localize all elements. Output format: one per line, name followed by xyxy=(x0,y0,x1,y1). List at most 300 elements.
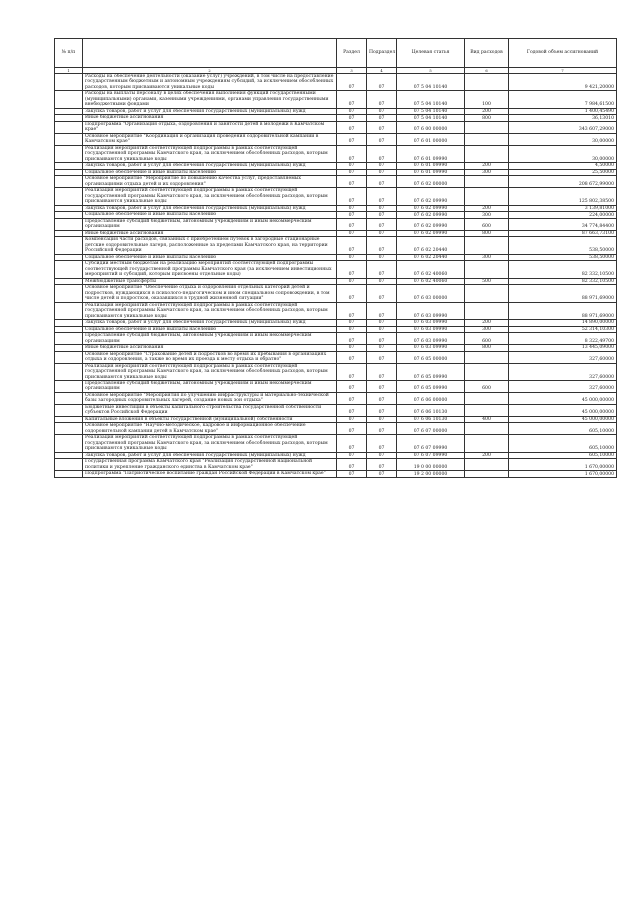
row-name-cell: Бюджетные инвестиции в объекты капитального строительства государственной собственности субъектов Российской Федерации xyxy=(83,404,337,416)
row-name-cell: Межбюджетные трансферты xyxy=(83,278,337,285)
row-number-cell xyxy=(55,91,83,108)
budget-table-sheet xyxy=(54,38,616,478)
row-target-article-cell: 07 6 01 09990 xyxy=(397,145,465,162)
row-number-cell xyxy=(55,278,83,285)
row-number-cell xyxy=(55,188,83,205)
row-number-cell xyxy=(55,261,83,278)
row-expense-kind-cell: 800 xyxy=(465,230,509,237)
row-section-cell: 07 xyxy=(337,169,367,176)
row-amount-cell: 327,60000 xyxy=(509,351,617,363)
row-amount-cell: 8 322,49700 xyxy=(509,333,617,345)
row-expense-kind-cell: 300 xyxy=(465,254,509,261)
row-expense-kind-cell: 600 xyxy=(465,333,509,345)
row-name-cell: Капитальные вложения в объекты государственной (муниципальной) собственности xyxy=(83,416,337,423)
row-name-cell: Реализация мероприятий соответствующей подпрограммы в рамках соответствующей государственной программы Камчатского края, за исключением обособленных расходов, которым присваиваются уникальные коды xyxy=(83,363,337,380)
row-name-cell: Субсидии местным бюджетам на реализацию мероприятий соответствующей подпрограммы соответствующей государственной программы Камчатского края (за исключением инвестиционных мероприятий и субсидий, которым присвоены отдельные коды) xyxy=(83,261,337,278)
table-row xyxy=(55,230,617,237)
row-target-article-cell: 07 6 02 00000 xyxy=(397,176,465,188)
table-row xyxy=(55,169,617,176)
row-subsection-cell: 07 xyxy=(367,392,397,404)
table-row xyxy=(55,351,617,363)
header-annual-amount: Годовой объем ассигнований xyxy=(509,39,617,68)
row-subsection-cell: 07 xyxy=(367,218,397,230)
row-target-article-cell: 07 6 02 09990 xyxy=(397,212,465,219)
row-section-cell: 07 xyxy=(337,392,367,404)
row-amount-cell: 343 607,29000 xyxy=(509,121,617,133)
row-subsection-cell: 07 xyxy=(367,363,397,380)
row-name-cell: Предоставление субсидий бюджетным, автономным учреждениям и иным некоммерческим организациям xyxy=(83,333,337,345)
row-amount-cell: 88 971,69000 xyxy=(509,285,617,302)
row-name-cell: Государственная программа Камчатского края "Реализация государственной национальной политики и укрепление гражданского единства в Камчатском крае" xyxy=(83,459,337,471)
row-subsection-cell: 07 xyxy=(367,176,397,188)
row-amount-cell: 208 672,99000 xyxy=(509,176,617,188)
column-number: 3 xyxy=(337,68,367,74)
row-name-cell: Компенсация части расходов, связанных с приобретением путевок в загородные стационарные детские оздоровительные лагеря, расположенные за пределами Камчатского края, на территории Российской Федерации xyxy=(83,237,337,254)
table-row xyxy=(55,333,617,345)
row-section-cell: 07 xyxy=(337,212,367,219)
table-row xyxy=(55,121,617,133)
row-section-cell: 07 xyxy=(337,74,367,91)
table-row xyxy=(55,435,617,452)
row-amount-cell: 25,50000 xyxy=(509,169,617,176)
row-name-cell: Предоставление субсидий бюджетным, автономным учреждениям и иным некоммерческим организациям xyxy=(83,218,337,230)
row-expense-kind-cell xyxy=(465,188,509,205)
row-section-cell: 07 xyxy=(337,254,367,261)
table-header-row xyxy=(55,39,617,68)
row-amount-cell: 87 663,73100 xyxy=(509,230,617,237)
row-number-cell xyxy=(55,435,83,452)
row-number-cell xyxy=(55,320,83,327)
row-number-cell xyxy=(55,302,83,319)
row-expense-kind-cell xyxy=(465,471,509,478)
row-expense-kind-cell: 200 xyxy=(465,205,509,212)
row-name-cell: Основное мероприятие "Мероприятия по улучшению инфраструктуры и материально-технической базы загородных оздоровительных лагерей, создание новых зон отдыха" xyxy=(83,392,337,404)
table-row xyxy=(55,176,617,188)
row-target-article-cell: 07 6 01 09990 xyxy=(397,169,465,176)
row-amount-cell: 82 332,10500 xyxy=(509,261,617,278)
row-number-cell xyxy=(55,333,83,345)
row-target-article-cell: 07 5 04 10140 xyxy=(397,108,465,115)
row-number-cell xyxy=(55,254,83,261)
header-target-article: Целевая статья xyxy=(397,39,465,68)
row-amount-cell: 30,00000 xyxy=(509,145,617,162)
row-number-cell xyxy=(55,115,83,122)
row-number-cell xyxy=(55,381,83,393)
row-expense-kind-cell xyxy=(465,285,509,302)
row-subsection-cell: 07 xyxy=(367,435,397,452)
row-subsection-cell: 07 xyxy=(367,108,397,115)
row-subsection-cell: 07 xyxy=(367,423,397,435)
row-expense-kind-cell xyxy=(465,363,509,380)
row-number-cell xyxy=(55,108,83,115)
row-target-article-cell: 19 2 00 00000 xyxy=(397,471,465,478)
table-row xyxy=(55,74,617,91)
row-name-cell: Реализация мероприятий соответствующей подпрограммы в рамках соответствующей государственной программы Камчатского края, за исключением обособленных расходов, которым присваиваются уникальные коды xyxy=(83,145,337,162)
row-target-article-cell: 07 6 02 20440 xyxy=(397,254,465,261)
column-number: 6 xyxy=(465,68,509,74)
row-section-cell: 07 xyxy=(337,381,367,393)
row-subsection-cell: 07 xyxy=(367,254,397,261)
table-row xyxy=(55,133,617,145)
row-expense-kind-cell xyxy=(465,237,509,254)
row-section-cell: 07 xyxy=(337,351,367,363)
row-number-cell xyxy=(55,169,83,176)
row-name-cell: Подпрограмма "Организация отдыха, оздоровления и занятости детей в молодежи в Камчатском крае" xyxy=(83,121,337,133)
row-expense-kind-cell: 200 xyxy=(465,108,509,115)
row-subsection-cell: 07 xyxy=(367,471,397,478)
row-amount-cell: 88 971,69000 xyxy=(509,302,617,319)
row-subsection-cell: 07 xyxy=(367,163,397,170)
header-number: № п/п xyxy=(55,39,83,68)
row-amount-cell: 3 139,81000 xyxy=(509,205,617,212)
row-expense-kind-cell: 300 xyxy=(465,326,509,333)
row-target-article-cell: 07 6 07 00000 xyxy=(397,423,465,435)
header-subsection: Подраздел xyxy=(367,39,397,68)
row-subsection-cell: 07 xyxy=(367,237,397,254)
row-expense-kind-cell: 200 xyxy=(465,320,509,327)
row-number-cell xyxy=(55,285,83,302)
row-amount-cell: 45 000,00000 xyxy=(509,416,617,423)
row-target-article-cell: 07 6 02 40060 xyxy=(397,278,465,285)
row-number-cell xyxy=(55,237,83,254)
row-name-cell: Закупка товаров, работ и услуг для обеспечения государственных (муниципальных) нужд xyxy=(83,108,337,115)
row-name-cell: Реализация мероприятий соответствующей подпрограммы в рамках соответствующей государственной программы Камчатского края, за исключением обособленных расходов, которым присваиваются уникальные коды xyxy=(83,188,337,205)
row-target-article-cell: 07 6 03 09990 xyxy=(397,333,465,345)
row-target-article-cell: 07 6 05 09990 xyxy=(397,363,465,380)
row-expense-kind-cell: 600 xyxy=(465,381,509,393)
table-row xyxy=(55,278,617,285)
row-expense-kind-cell xyxy=(465,74,509,91)
row-amount-cell: 14 890,00000 xyxy=(509,320,617,327)
table-row xyxy=(55,423,617,435)
table-row xyxy=(55,91,617,108)
row-number-cell xyxy=(55,459,83,471)
row-name-cell: Реализация мероприятий соответствующей подпрограммы в рамках соответствующей государственной программы Камчатского края, за исключением обособленных расходов, которым присваиваются уникальные коды xyxy=(83,302,337,319)
row-target-article-cell: 07 6 06 10130 xyxy=(397,416,465,423)
row-name-cell: Закупка товаров, работ и услуг для обеспечения государственных (муниципальных) нужд xyxy=(83,205,337,212)
row-number-cell xyxy=(55,163,83,170)
row-target-article-cell: 07 6 03 00000 xyxy=(397,285,465,302)
table-row xyxy=(55,416,617,423)
row-amount-cell: 605,10000 xyxy=(509,435,617,452)
row-section-cell: 07 xyxy=(337,326,367,333)
row-target-article-cell: 07 6 02 20440 xyxy=(397,237,465,254)
budget-allocation-table xyxy=(54,38,617,478)
table-row xyxy=(55,261,617,278)
row-expense-kind-cell: 800 xyxy=(465,345,509,352)
row-amount-cell: 7 984,61500 xyxy=(509,91,617,108)
row-name-cell: Социальное обеспечение и иные выплаты населению xyxy=(83,212,337,219)
row-expense-kind-cell: 200 xyxy=(465,452,509,459)
row-expense-kind-cell: 100 xyxy=(465,91,509,108)
row-target-article-cell: 19 0 00 00000 xyxy=(397,459,465,471)
row-section-cell: 07 xyxy=(337,133,367,145)
row-subsection-cell: 07 xyxy=(367,345,397,352)
row-section-cell: 07 xyxy=(337,423,367,435)
row-amount-cell: 1 400,45490 xyxy=(509,108,617,115)
row-number-cell xyxy=(55,404,83,416)
row-section-cell: 07 xyxy=(337,163,367,170)
row-subsection-cell: 07 xyxy=(367,188,397,205)
row-section-cell: 07 xyxy=(337,278,367,285)
table-row xyxy=(55,115,617,122)
row-name-cell: Основное мероприятие "Мероприятие по повышению качества услуг, предоставляемых организациями отдыха детей и их оздоровления" xyxy=(83,176,337,188)
column-number: 5 xyxy=(397,68,465,74)
row-number-cell xyxy=(55,218,83,230)
table-row xyxy=(55,237,617,254)
row-expense-kind-cell: 200 xyxy=(465,163,509,170)
table-row xyxy=(55,108,617,115)
row-amount-cell: 45 000,00000 xyxy=(509,404,617,416)
row-section-cell: 07 xyxy=(337,188,367,205)
row-number-cell xyxy=(55,345,83,352)
row-number-cell xyxy=(55,205,83,212)
row-subsection-cell: 07 xyxy=(367,212,397,219)
row-expense-kind-cell xyxy=(465,176,509,188)
row-expense-kind-cell: 300 xyxy=(465,212,509,219)
table-row xyxy=(55,404,617,416)
row-name-cell: Реализация мероприятий соответствующей подпрограммы в рамках соответствующей государственной программы Камчатского края, за исключением обособленных расходов, которым присваиваются уникальные коды xyxy=(83,435,337,452)
row-target-article-cell: 07 6 06 10130 xyxy=(397,404,465,416)
row-amount-cell: 9 421,20000 xyxy=(509,74,617,91)
row-subsection-cell: 07 xyxy=(367,351,397,363)
row-amount-cell: 13 445,09000 xyxy=(509,345,617,352)
table-row xyxy=(55,471,617,478)
row-subsection-cell: 07 xyxy=(367,230,397,237)
row-target-article-cell: 07 5 04 10140 xyxy=(397,74,465,91)
row-subsection-cell: 07 xyxy=(367,261,397,278)
row-target-article-cell: 07 6 03 09990 xyxy=(397,302,465,319)
row-expense-kind-cell xyxy=(465,435,509,452)
row-subsection-cell: 07 xyxy=(367,115,397,122)
row-name-cell: Основное мероприятие "Научно-методическое, кадровое и информационное обеспечение оздоровительной кампании детей в Камчатском крае" xyxy=(83,423,337,435)
row-section-cell: 07 xyxy=(337,459,367,471)
row-expense-kind-cell xyxy=(465,392,509,404)
row-number-cell xyxy=(55,133,83,145)
row-number-cell xyxy=(55,121,83,133)
row-amount-cell: 45 000,00000 xyxy=(509,392,617,404)
row-amount-cell: 36,13010 xyxy=(509,115,617,122)
header-expense-kind: Вид расходов xyxy=(465,39,509,68)
row-expense-kind-cell: 400 xyxy=(465,416,509,423)
row-amount-cell: 327,60000 xyxy=(509,363,617,380)
row-subsection-cell: 07 xyxy=(367,145,397,162)
row-target-article-cell: 07 6 02 09990 xyxy=(397,188,465,205)
row-expense-kind-cell: 600 xyxy=(465,218,509,230)
row-section-cell: 07 xyxy=(337,108,367,115)
row-amount-cell: 224,00000 xyxy=(509,212,617,219)
row-subsection-cell: 07 xyxy=(367,302,397,319)
table-row xyxy=(55,145,617,162)
table-row xyxy=(55,218,617,230)
row-subsection-cell: 07 xyxy=(367,169,397,176)
row-number-cell xyxy=(55,471,83,478)
row-name-cell: Иные бюджетные ассигнования xyxy=(83,115,337,122)
row-amount-cell: 327,60000 xyxy=(509,381,617,393)
row-section-cell: 07 xyxy=(337,145,367,162)
row-section-cell: 07 xyxy=(337,237,367,254)
row-number-cell xyxy=(55,351,83,363)
row-target-article-cell: 07 6 07 09990 xyxy=(397,435,465,452)
row-expense-kind-cell xyxy=(465,351,509,363)
row-amount-cell: 82 332,10500 xyxy=(509,278,617,285)
table-row xyxy=(55,326,617,333)
column-number: 2 xyxy=(83,68,337,74)
row-expense-kind-cell: 300 xyxy=(465,169,509,176)
row-number-cell xyxy=(55,230,83,237)
table-row xyxy=(55,459,617,471)
table-row xyxy=(55,205,617,212)
row-expense-kind-cell xyxy=(465,121,509,133)
row-subsection-cell: 07 xyxy=(367,205,397,212)
row-expense-kind-cell xyxy=(465,261,509,278)
row-name-cell: Иные бюджетные ассигнования xyxy=(83,230,337,237)
row-subsection-cell: 07 xyxy=(367,121,397,133)
row-amount-cell: 1 670,00000 xyxy=(509,471,617,478)
row-number-cell xyxy=(55,176,83,188)
row-section-cell: 07 xyxy=(337,435,367,452)
row-section-cell: 07 xyxy=(337,345,367,352)
row-subsection-cell: 07 xyxy=(367,326,397,333)
row-amount-cell: 538,50000 xyxy=(509,254,617,261)
row-subsection-cell: 07 xyxy=(367,404,397,416)
row-number-cell xyxy=(55,363,83,380)
row-expense-kind-cell xyxy=(465,459,509,471)
row-subsection-cell: 07 xyxy=(367,74,397,91)
row-target-article-cell: 07 6 05 09990 xyxy=(397,381,465,393)
row-amount-cell: 30,00000 xyxy=(509,133,617,145)
row-number-cell xyxy=(55,452,83,459)
row-subsection-cell: 07 xyxy=(367,452,397,459)
row-name-cell: Основное мероприятие "Обеспечение отдыха и оздоровления отдельных категорий детей и подростков, нуждающихся в психолого-педагогическом и ином специальном сопровождении, в том числе детей и подростков, оказавшихся в трудной жизненной ситуации" xyxy=(83,285,337,302)
row-target-article-cell: 07 6 03 09990 xyxy=(397,320,465,327)
row-amount-cell: 1 670,00000 xyxy=(509,459,617,471)
table-row xyxy=(55,392,617,404)
row-number-cell xyxy=(55,416,83,423)
row-section-cell: 07 xyxy=(337,91,367,108)
row-expense-kind-cell xyxy=(465,404,509,416)
row-target-article-cell: 07 6 03 09990 xyxy=(397,345,465,352)
row-amount-cell: 34 774,84400 xyxy=(509,218,617,230)
table-row xyxy=(55,363,617,380)
row-target-article-cell: 07 6 00 00000 xyxy=(397,121,465,133)
table-row xyxy=(55,345,617,352)
row-expense-kind-cell xyxy=(465,145,509,162)
row-section-cell: 07 xyxy=(337,320,367,327)
table-row xyxy=(55,452,617,459)
row-amount-cell: 125 802,38500 xyxy=(509,188,617,205)
table-row xyxy=(55,302,617,319)
row-subsection-cell: 07 xyxy=(367,416,397,423)
row-name-cell: Основное мероприятие "Координация и организация проведения оздоровительной кампании в Камчатском крае" xyxy=(83,133,337,145)
row-target-article-cell: 07 6 07 09990 xyxy=(397,452,465,459)
row-subsection-cell: 07 xyxy=(367,459,397,471)
row-target-article-cell: 07 6 02 40060 xyxy=(397,261,465,278)
row-subsection-cell: 07 xyxy=(367,133,397,145)
header-section: Раздел xyxy=(337,39,367,68)
table-row xyxy=(55,285,617,302)
row-target-article-cell: 07 6 02 09990 xyxy=(397,205,465,212)
row-amount-cell: 538,50000 xyxy=(509,237,617,254)
row-number-cell xyxy=(55,74,83,91)
row-section-cell: 07 xyxy=(337,121,367,133)
row-name-cell: Социальное обеспечение и иные выплаты населению xyxy=(83,254,337,261)
row-subsection-cell: 07 xyxy=(367,333,397,345)
row-section-cell: 07 xyxy=(337,205,367,212)
table-row xyxy=(55,163,617,170)
row-amount-cell: 605,10000 xyxy=(509,452,617,459)
row-section-cell: 07 xyxy=(337,261,367,278)
row-name-cell: Закупка товаров, работ и услуг для обеспечения государственных (муниципальных) нужд xyxy=(83,320,337,327)
header-name xyxy=(83,39,337,68)
row-expense-kind-cell xyxy=(465,133,509,145)
row-number-cell xyxy=(55,423,83,435)
row-section-cell: 07 xyxy=(337,404,367,416)
row-name-cell: Расходы на выплаты персоналу в целях обеспечения выполнения функций государственными (муниципальными) органами, казенными учреждениями, органами управления государственными внебюджетными фондами xyxy=(83,91,337,108)
row-number-cell xyxy=(55,145,83,162)
row-name-cell: Закупка товаров, работ и услуг для обеспечения государственных (муниципальных) нужд xyxy=(83,452,337,459)
row-target-article-cell: 07 6 03 09990 xyxy=(397,326,465,333)
row-section-cell: 07 xyxy=(337,416,367,423)
column-number: 1 xyxy=(55,68,83,74)
row-target-article-cell: 07 6 02 09990 xyxy=(397,218,465,230)
table-body xyxy=(55,74,617,478)
row-section-cell: 07 xyxy=(337,333,367,345)
row-subsection-cell: 07 xyxy=(367,278,397,285)
row-subsection-cell: 07 xyxy=(367,285,397,302)
row-name-cell: Подпрограмма "Патриотическое воспитание граждан Российской Федерации в Камчатском крае" xyxy=(83,471,337,478)
row-expense-kind-cell xyxy=(465,423,509,435)
row-subsection-cell: 07 xyxy=(367,381,397,393)
row-subsection-cell: 07 xyxy=(367,91,397,108)
row-section-cell: 07 xyxy=(337,218,367,230)
row-section-cell: 07 xyxy=(337,230,367,237)
row-target-article-cell: 07 6 02 09990 xyxy=(397,230,465,237)
row-subsection-cell: 07 xyxy=(367,320,397,327)
row-section-cell: 07 xyxy=(337,471,367,478)
row-target-article-cell: 07 6 06 00000 xyxy=(397,392,465,404)
row-target-article-cell: 07 5 04 10140 xyxy=(397,115,465,122)
table-row xyxy=(55,188,617,205)
row-number-cell xyxy=(55,392,83,404)
row-name-cell: Социальное обеспечение и иные выплаты населению xyxy=(83,169,337,176)
table-row xyxy=(55,254,617,261)
row-number-cell xyxy=(55,326,83,333)
table-row xyxy=(55,320,617,327)
row-amount-cell: 4,50000 xyxy=(509,163,617,170)
row-name-cell: Основное мероприятие "Страхование детей и подростков во время их пребывания в организациях отдыха и оздоровления, а также во время их проезда к месту отдыха и обратно" xyxy=(83,351,337,363)
table-row xyxy=(55,212,617,219)
column-number: 7 xyxy=(509,68,617,74)
row-amount-cell: 52 314,10300 xyxy=(509,326,617,333)
row-name-cell: Расходы на обеспечение деятельности (оказание услуг) учреждений, в том числе на предоставление государственным бюджетным и автономным учреждениям субсидий, за исключением обособленных расходов, которым присваиваются уникальные коды xyxy=(83,74,337,91)
row-expense-kind-cell xyxy=(465,302,509,319)
row-target-article-cell: 07 5 04 10140 xyxy=(397,91,465,108)
row-target-article-cell: 07 6 01 09990 xyxy=(397,163,465,170)
row-section-cell: 07 xyxy=(337,302,367,319)
row-target-article-cell: 07 6 05 00000 xyxy=(397,351,465,363)
row-name-cell: Иные бюджетные ассигнования xyxy=(83,345,337,352)
row-section-cell: 07 xyxy=(337,115,367,122)
table-row xyxy=(55,381,617,393)
row-section-cell: 07 xyxy=(337,285,367,302)
row-target-article-cell: 07 6 01 00000 xyxy=(397,133,465,145)
row-name-cell: Социальное обеспечение и иные выплаты населению xyxy=(83,326,337,333)
row-number-cell xyxy=(55,212,83,219)
row-section-cell: 07 xyxy=(337,363,367,380)
row-name-cell: Закупка товаров, работ и услуг для обеспечения государственных (муниципальных) нужд xyxy=(83,163,337,170)
column-number: 4 xyxy=(367,68,397,74)
